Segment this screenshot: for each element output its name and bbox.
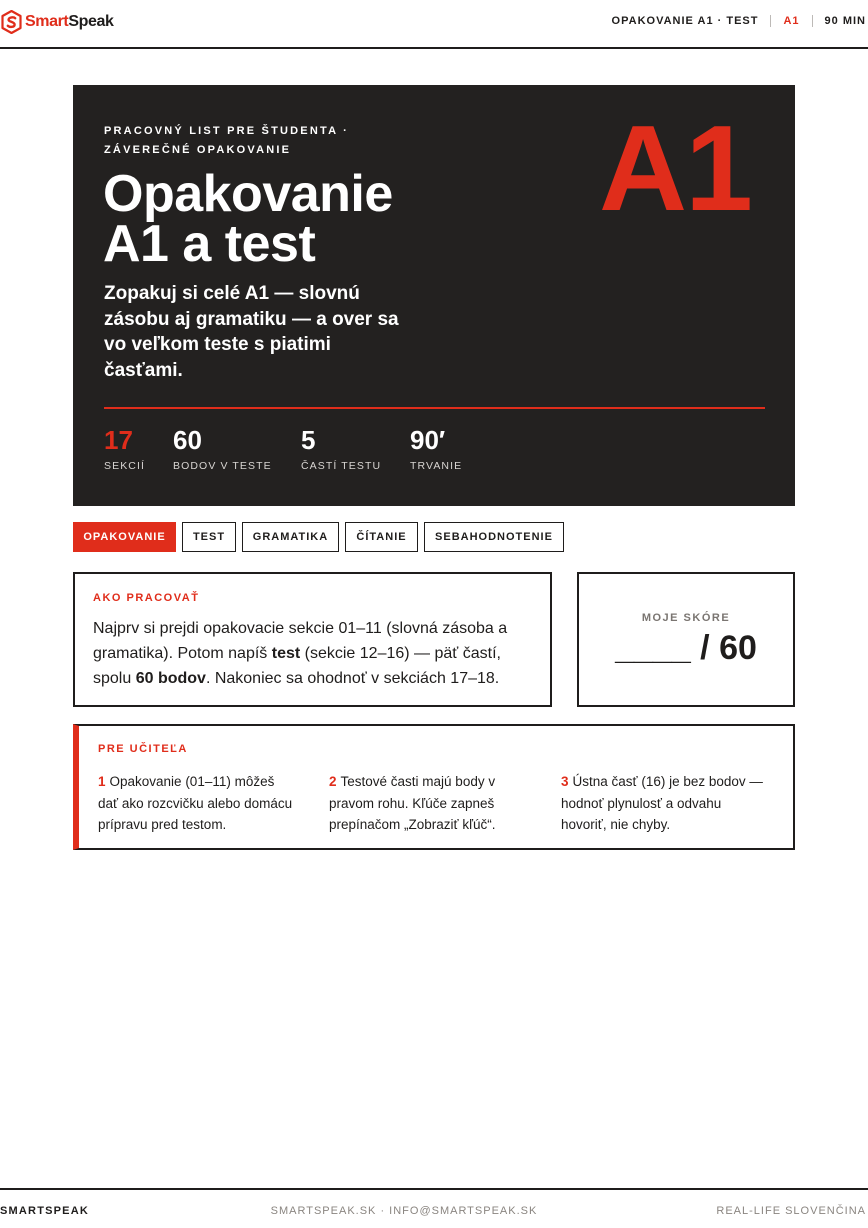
logo-speak: Speak [68, 13, 114, 30]
stat-value: 5 [301, 425, 316, 455]
logo-smart: Smart [25, 13, 69, 30]
stat-value: 90′ [410, 425, 446, 455]
tab-sebahodnotenie[interactable]: SEBAHODNOTENIE [424, 522, 564, 552]
stat-label: ČASTÍ TESTU [301, 460, 382, 472]
tab-citanie[interactable]: ČÍTANIE [345, 522, 418, 552]
instructions-text [93, 616, 532, 691]
footer-tagline: REAL-LIFE SLOVENČINA [716, 1205, 866, 1217]
instructions-bold-points: 60 bodov [135, 670, 206, 687]
stat-value: 60 [173, 425, 202, 455]
logo-text [25, 13, 114, 31]
stat-label: SEKCIÍ [104, 460, 146, 472]
tab-opakovanie[interactable]: OPAKOVANIE [73, 522, 176, 552]
stat-value: 17 [104, 425, 133, 455]
teacher-note [98, 771, 298, 836]
instructions-label: AKO PRACOVAŤ [93, 592, 200, 604]
footer-contact[interactable]: SMARTSPEAK.SK · INFO@SMARTSPEAK.SK [270, 1205, 538, 1217]
teacher-note [561, 771, 766, 836]
footer [0, 1188, 868, 1228]
teacher-note-text: Testové časti majú body v pravom rohu. Kľúče zapneš prepínačom „Zobraziť kľúč“. [329, 774, 496, 832]
top-nav [612, 15, 866, 27]
smartspeak-logo-icon [1, 10, 22, 34]
hero-subtitle: Zopakuj si celé A1 — slovnú zásobu aj gramatiku — a over sa vo veľkom teste s piatimi časťami. [104, 283, 399, 381]
teacher-note-text: Ústna časť (16) je bez bodov — hodnoť plynulosť a odvahu hovoriť, nie chyby. [561, 774, 763, 832]
tab-test[interactable]: TEST [182, 522, 236, 552]
hero-divider [104, 407, 765, 409]
instructions-text-part: (sekcie 12–16) — päť častí, spolu [93, 645, 501, 687]
nav-duration: 90 MIN [824, 15, 866, 27]
tab-gramatika[interactable]: GRAMATIKA [242, 522, 339, 552]
instructions-box [73, 572, 552, 707]
stat-duration [410, 425, 462, 472]
section-tabs [73, 522, 570, 552]
teacher-note-number: 2 [329, 774, 337, 789]
teacher-note [329, 771, 519, 836]
nav-title: OPAKOVANIE A1 · TEST [611, 15, 759, 27]
teacher-note-number: 1 [98, 774, 106, 789]
stat-label: TRVANIE [410, 460, 463, 472]
top-bar [0, 0, 868, 49]
footer-brand: SMARTSPEAK [0, 1205, 90, 1217]
score-label: MOJE SKÓRE [641, 612, 731, 624]
stat-points [173, 425, 272, 472]
stat-parts [301, 425, 381, 472]
page-title-line-2: A1 a test [103, 215, 316, 273]
instructions-text-part: Najprv si prejdi opakovacie sekcie 01–11 (slovná zásoba a gramatika). Potom napíš [93, 620, 508, 662]
hero-eyebrow: PRACOVNÝ LIST PRE ŠTUDENTA · ZÁVEREČNÉ OPAKOVANIE [104, 125, 349, 156]
nav-level: A1 [783, 15, 800, 27]
score-value[interactable]: ____ / 60 [615, 629, 757, 667]
teacher-note-text: Opakovanie (01–11) môžeš dať ako rozcvičku alebo domácu prípravu pred testom. [98, 774, 293, 832]
page-title [103, 165, 523, 273]
nav-divider [812, 15, 813, 27]
teacher-notes-box [73, 724, 795, 850]
score-box [577, 572, 795, 707]
stat-sections [104, 425, 145, 472]
page-title-line-1: Opakovanie [103, 165, 393, 223]
hero-panel [73, 85, 795, 506]
instructions-text-part: . Nakoniec sa ohodnoť v sekciách 17–18. [205, 670, 500, 687]
logo[interactable] [1, 10, 114, 34]
instructions-bold-test: test [271, 645, 301, 662]
teacher-note-number: 3 [561, 774, 569, 789]
level-badge: A1 [599, 100, 751, 236]
nav-divider [770, 15, 771, 27]
teacher-notes-label: PRE UČITEĽA [98, 743, 188, 755]
stat-label: BODOV V TESTE [173, 460, 272, 472]
